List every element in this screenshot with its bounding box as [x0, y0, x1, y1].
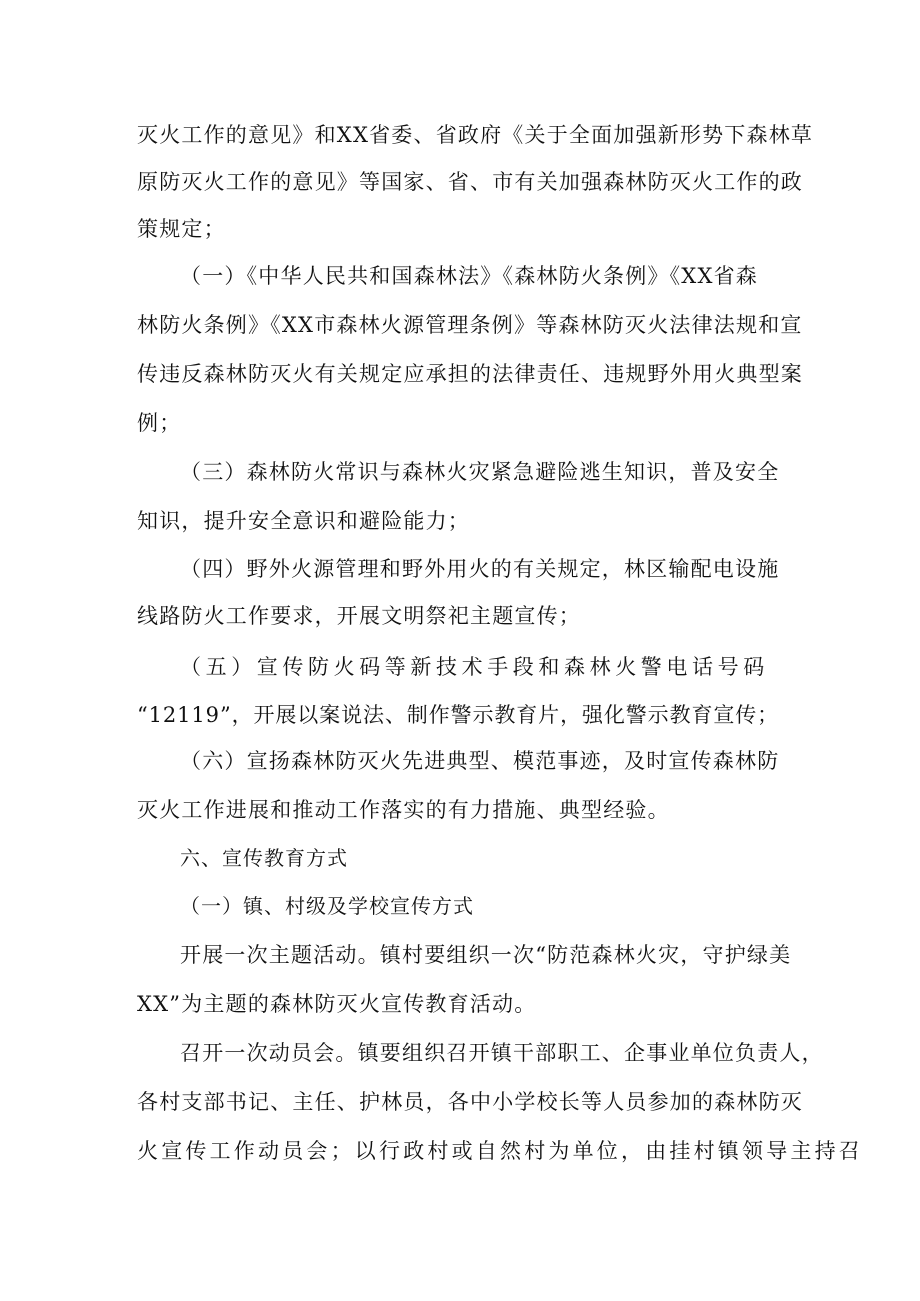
paragraph-line: （一）《中华人民共和国森林法》《森林防火条例》《XX省森 — [180, 264, 758, 288]
paragraph-line: 传违反森林防灭火有关规定应承担的法律责任、违规野外用火典型案 — [137, 362, 803, 386]
paragraph-line: 策规定； — [137, 217, 226, 241]
paragraph-line: XX”为主题的森林防灭火宣传教育活动。 — [137, 992, 537, 1016]
paragraph-line: 灭火工作进展和推动工作落实的有力措施、典型经验。 — [137, 798, 670, 822]
paragraph-line: 召开一次动员会。镇要组织召开镇干部职工、企事业单位负责人， — [180, 1041, 824, 1065]
section-heading: 六、宣传教育方式 — [180, 846, 348, 870]
paragraph-line: 例； — [137, 411, 182, 435]
paragraph-line: 灭火工作的意见》和XX省委、省政府《关于全面加强新形势下森林草 — [137, 123, 814, 147]
paragraph-line: 各村支部书记、主任、护林员，各中小学校长等人员参加的森林防灭 — [137, 1090, 803, 1114]
paragraph-line: （三）森林防火常识与森林火灾紧急避险逃生知识，普及安全 — [180, 460, 780, 484]
paragraph-line: 线路防火工作要求，开展文明祭祀主题宣传； — [137, 604, 581, 628]
paragraph-line: 林防火条例》《XX市森林火源管理条例》等森林防灭火法律法规和宣 — [137, 313, 803, 337]
paragraph-line: 知识，提升安全意识和避险能力； — [137, 509, 470, 533]
paragraph-line: （五）宣传防火码等新技术手段和森林火警电话号码 — [180, 655, 769, 679]
paragraph-line: （四）野外火源管理和野外用火的有关规定，林区输配电设施 — [180, 557, 780, 581]
paragraph-line: 开展一次主题活动。镇村要组织一次“防范森林火灾，守护绿美 — [180, 943, 792, 967]
paragraph-line: （六）宣扬森林防灭火先进典型、模范事迹，及时宣传森林防 — [180, 749, 780, 773]
paragraph-line: 原防灭火工作的意见》等国家、省、市有关加强森林防灭火工作的政 — [137, 170, 803, 194]
paragraph-line: “12119”，开展以案说法、制作警示教育片，强化警示教育宣传； — [137, 703, 780, 727]
paragraph-line: 火宣传工作动员会；以行政村或自然村为单位，由挂村镇领导主持召 — [137, 1139, 863, 1163]
subsection-heading: （一）镇、村级及学校宣传方式 — [180, 894, 474, 918]
